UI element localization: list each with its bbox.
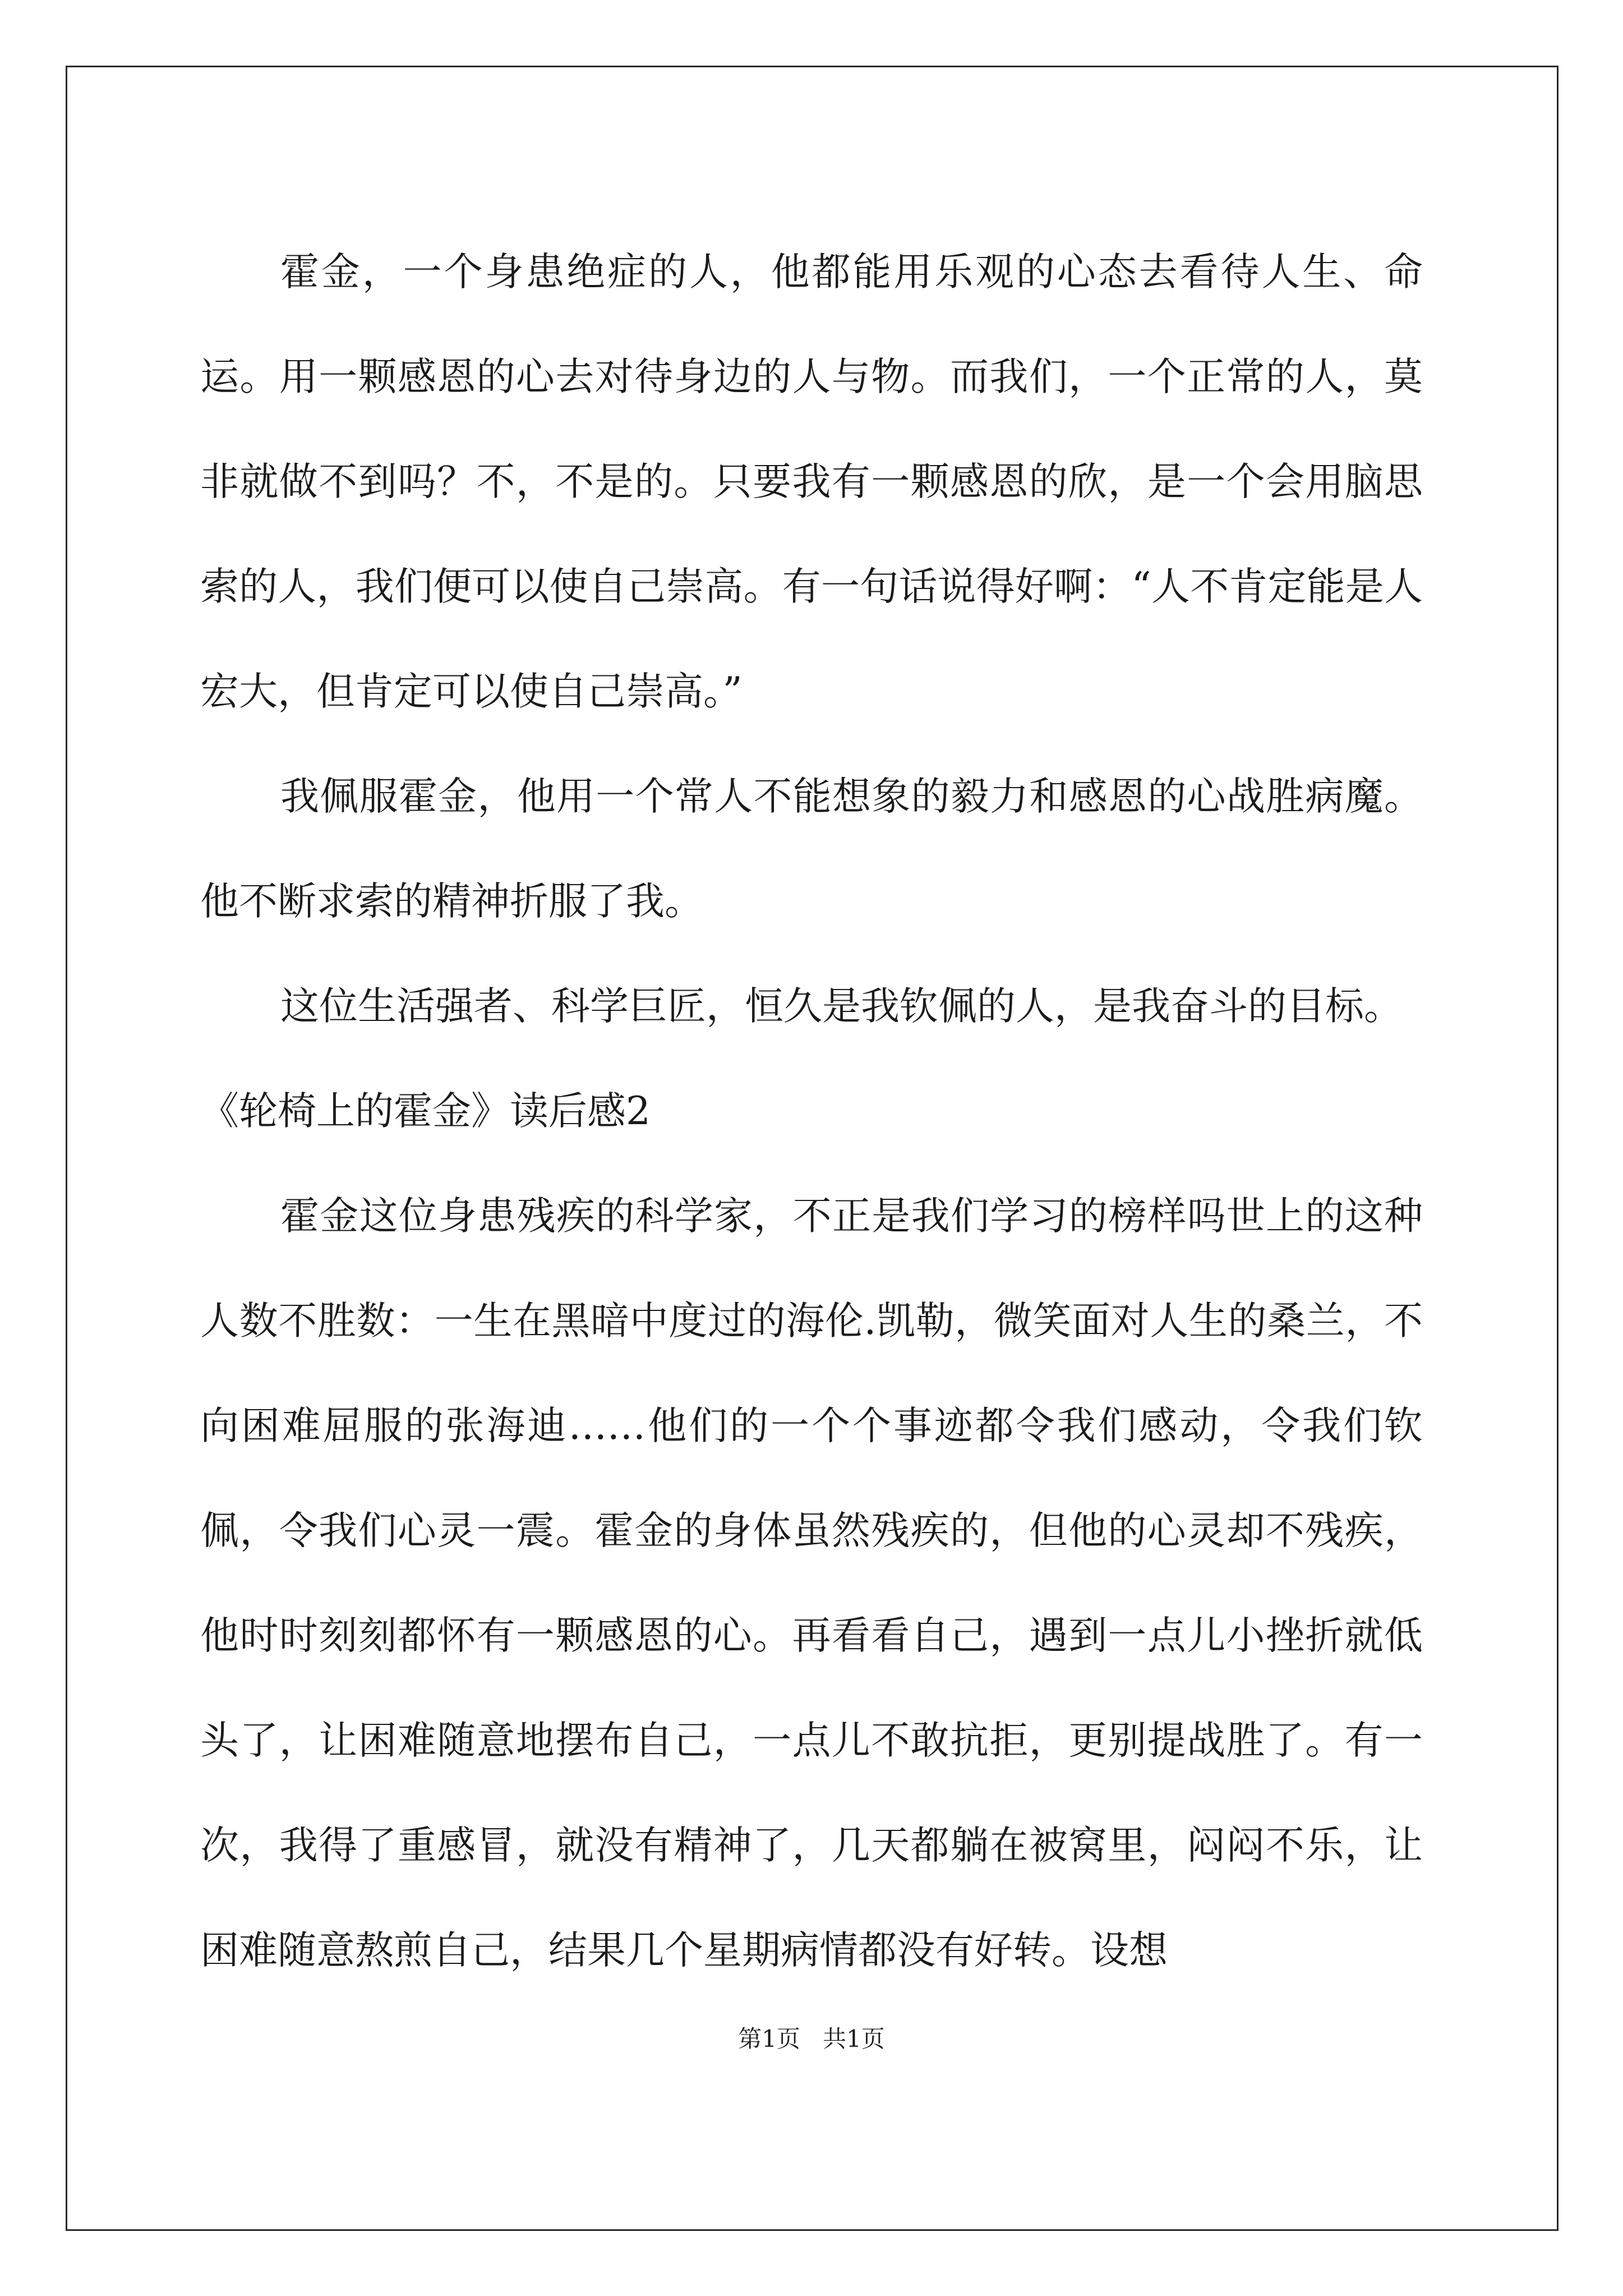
paragraph-1: 霍金，一个身患绝症的人，他都能用乐观的心态去看待人生、命运。用一颗感恩的心去对待身边的人与物。而我们，一个正常的人，莫非就做不到吗？不，不是的。只要我有一颗感恩的欣，是一个会用脑思索的人，我们便可以使自己崇高。有一句话说得好啊：“人不肯定能是人宏大，但肯定可以使自己崇高。” [200, 250, 1423, 714]
paragraph-3: 这位生活强者、科学巨匠，恒久是我钦佩的人，是我奋斗的目标。 [280, 984, 1403, 1029]
page-number-total: 共1页 [823, 2025, 885, 2053]
paragraph-4: 霍金这位身患残疾的科学家，不正是我们学习的榜样吗世上的这种人数不胜数：一生在黑暗中度过的海伦.凯勒，微笑面对人生的桑兰，不向困难屈服的张海迪……他们的一个个事迹都令我们感动，令我们钦佩，令我们心灵一震。霍金的身体虽然残疾的，但他的心灵却不残疾，他时时刻刻都怀有一颗感恩的心。再看看自己，遇到一点儿小挫折就低头了，让困难随意地摆布自己，一点儿不敢抗拒，更别提战胜了。有一次，我得了重感冒，就没有精神了，几天都躺在被窝里，闷闷不乐，让困难随意熬煎自己，结果几个星期病情都没有好转。设想 [200, 1194, 1423, 1973]
section-heading: 《轮椅上的霍金》读后感2 [200, 1089, 651, 1134]
document-body [200, 220, 1423, 2003]
page-footer [0, 2022, 1623, 2056]
paragraph-2: 我佩服霍金，他用一个常人不能想象的毅力和感恩的心战胜病魔。他不断求索的精神折服了我。 [200, 774, 1423, 924]
page-number-current: 第1页 [738, 2025, 800, 2053]
